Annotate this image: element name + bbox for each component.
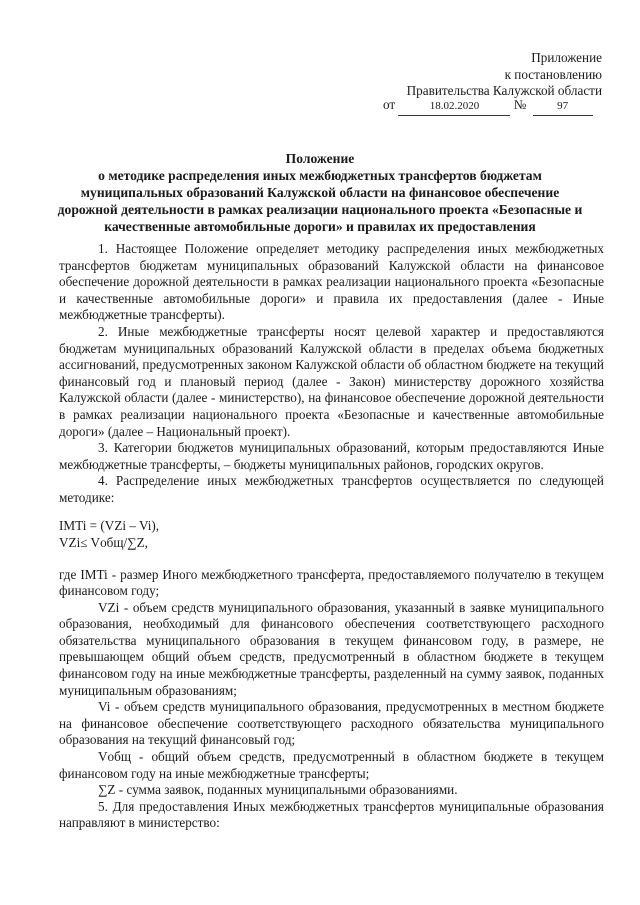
definition-sumz: ∑Z - сумма заявок, поданных муниципальными образованиями. xyxy=(98,782,458,798)
appendix-label: Приложение xyxy=(531,50,602,65)
title-line: Положение xyxy=(285,151,355,166)
government-label: Правительства Калужской области xyxy=(406,83,602,98)
definition-vobsh: Vобщ - общий объем средств, предусмотренный в областном бюджете в текущем финансовом году на иные межбюджетные трансферты; xyxy=(59,749,604,781)
definition-imt: где IMTi - размер Иного межбюджетного трансферта, предоставляемого получателю в текущем финансовом году; xyxy=(59,566,604,599)
title-line: качественные автомобильные дороги» и правилах их предоставления xyxy=(104,219,536,234)
title-line: о методике распределения иных межбюджетных трансфертов бюджетам xyxy=(98,168,542,183)
paragraph-1: 1. Настоящее Положение определяет методику распределения иных межбюджетных трансфертов бюджетам муниципальных образований Калужской области на финансовое обеспечение дорожной деятельности в рамках реализации национального проекта «Безопасные и качественные автомобильные дороги» и правила их предоставления (далее - Иные межбюджетные трансферты). xyxy=(59,241,604,323)
resolution-number: 97 xyxy=(533,98,593,116)
number-label: № xyxy=(513,97,527,112)
formula-vz: VZi≤ Vобщ/∑Z, xyxy=(59,534,148,550)
paragraph-2: 2. Иные межбюджетные трансферты носят целевой характер и предоставляются бюджетам муниципальных образований Калужской области в пределах объема бюджетных ассигнований, предусмотренных законом Калужской области об областном бюджете на текущий финансовый год и плановый период (далее - Закон) министерству дорожного хозяйства Калужской области (далее - министерство), на финансовое обеспечение дорожной деятельности в рамках реализации национального проекта «Безопасные и качественные автомобильные дороги» (далее – Национальный проект). xyxy=(59,323,604,439)
paragraph-3: 3. Категории бюджетов муниципальных образований, которым предоставляются Иные межбюджетные трансферты, – бюджеты муниципальных районов, городских округов. xyxy=(59,440,604,472)
from-label: от xyxy=(383,97,396,112)
resolution-date: 18.02.2020 xyxy=(398,98,510,116)
resolution-label: к постановлению xyxy=(504,67,602,82)
document-title xyxy=(40,150,600,235)
date-number-line xyxy=(383,96,593,116)
title-line: дорожной деятельности в рамках реализации национального проекта «Безопасные и xyxy=(57,202,583,217)
paragraph-5: 5. Для предоставления Иных межбюджетных трансфертов муниципальные образования направляют в министерство: xyxy=(59,798,604,831)
formula-imt: IMTi = (VZi – Vi), xyxy=(59,517,160,533)
paragraph-4: 4. Распределение иных межбюджетных трансфертов осуществляется по следующей методике: xyxy=(59,473,604,505)
title-line: муниципальных образований Калужской области на финансовое обеспечение xyxy=(80,185,560,200)
document-body xyxy=(59,241,604,832)
definition-vi: Vi - объем средств муниципального образования, предусмотренных в местном бюджете на финансовое обеспечение соответствующего расходного обязательства муниципального образования на текущий финансовый год; xyxy=(59,699,604,748)
definition-vzi: VZi - объем средств муниципального образования, указанный в заявке муниципального образования, необходимый для финансового обеспечения соответствующего расходного обязательства муниципального образования в текущем финансовом году, в размере, не превышающем общий объем средств, предусмотренный в областном бюджете в текущем финансовом году на иные межбюджетные трансферты, разделенный на сумму заявок, поданных муниципальным образованиям; xyxy=(59,599,604,698)
